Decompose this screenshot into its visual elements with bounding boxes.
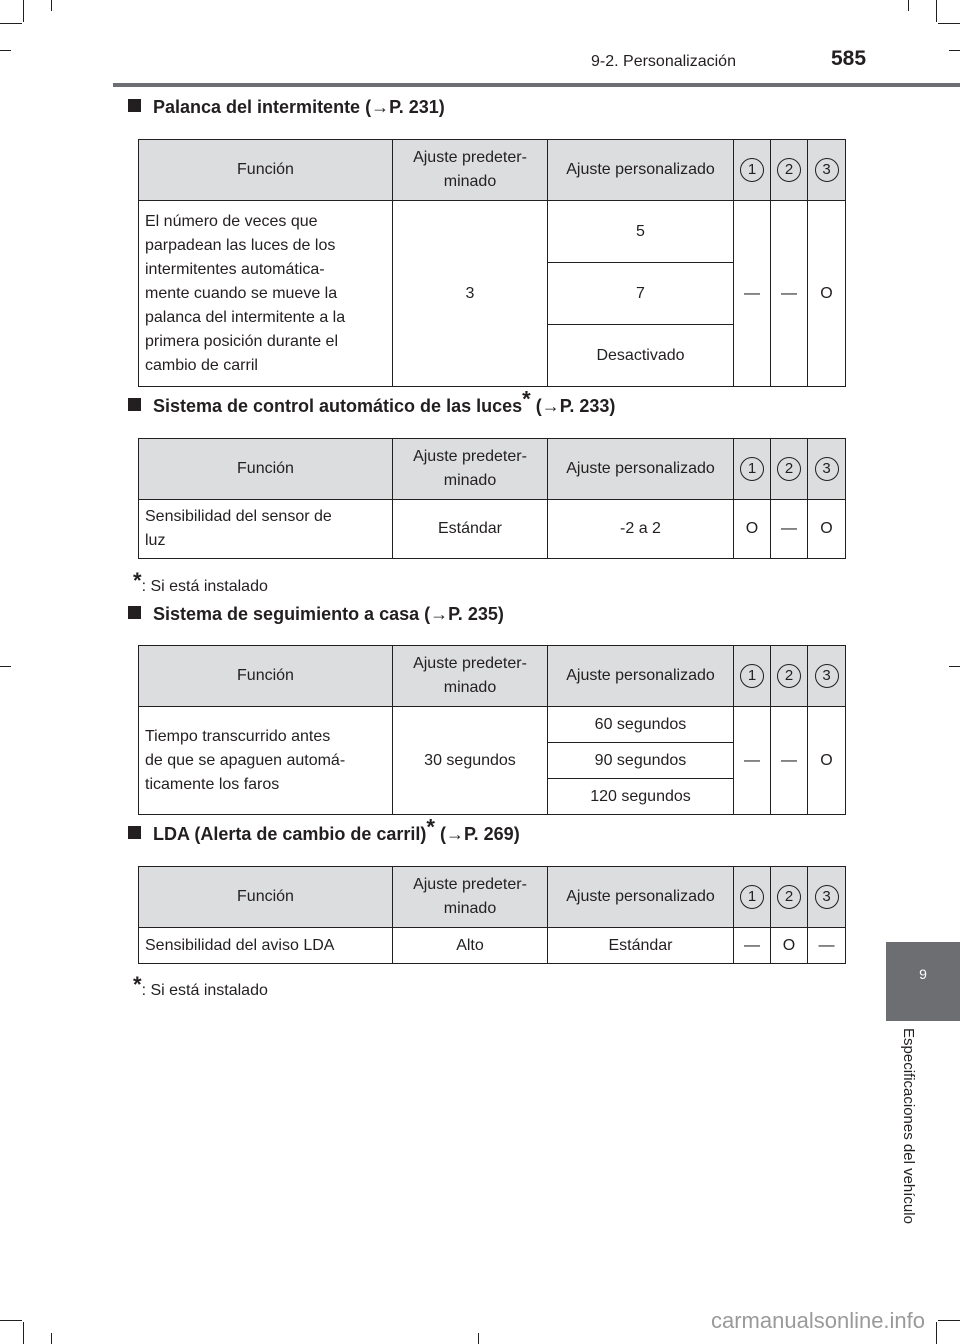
default-cell: Alto — [393, 928, 548, 964]
settings-table — [138, 438, 846, 559]
column-header-funcion: Función — [139, 867, 393, 928]
crop-mark — [938, 1320, 960, 1321]
col1-cell: — — [734, 201, 771, 387]
square-bullet-icon — [128, 826, 141, 839]
crop-mark — [0, 666, 11, 667]
circled-3-icon: 3 — [815, 457, 839, 481]
circled-2-icon: 2 — [777, 457, 801, 481]
column-header-3 — [808, 867, 846, 928]
table-header-row — [139, 646, 846, 707]
col1-cell: — — [734, 707, 771, 815]
asterisk-icon: * — [133, 568, 142, 593]
default-cell: 3 — [393, 201, 548, 387]
column-header-2 — [771, 140, 808, 201]
column-header-funcion: Función — [139, 140, 393, 201]
column-header-custom: Ajuste personalizado — [548, 439, 734, 500]
crop-mark — [0, 23, 22, 24]
circled-2-icon: 2 — [777, 885, 801, 909]
crop-mark — [23, 0, 24, 22]
footnote: *: Si está instalado — [133, 972, 268, 999]
custom-cell: Estándar — [548, 928, 734, 964]
crop-mark — [51, 1333, 52, 1344]
circled-2-icon: 2 — [777, 158, 801, 182]
circled-3-icon: 3 — [815, 885, 839, 909]
column-header-default: Ajuste predeter- minado — [393, 646, 548, 707]
settings-table — [138, 139, 846, 387]
table-row — [139, 201, 846, 263]
crop-mark — [936, 0, 937, 22]
header-rule — [113, 83, 960, 87]
custom-cell: 120 segundos — [548, 779, 734, 815]
crop-mark — [908, 0, 909, 11]
custom-cell: -2 a 2 — [548, 500, 734, 559]
watermark: carmanualsonline.info — [711, 1308, 926, 1333]
column-header-2 — [771, 439, 808, 500]
arrow-icon: → — [430, 604, 449, 624]
col2-cell: — — [771, 500, 808, 559]
custom-cell: 90 segundos — [548, 743, 734, 779]
table-row — [139, 707, 846, 743]
column-header-custom: Ajuste personalizado — [548, 646, 734, 707]
table-header-row — [139, 439, 846, 500]
default-cell: Estándar — [393, 500, 548, 559]
chapter-tab[interactable] — [886, 942, 960, 1021]
circled-1-icon: 1 — [740, 664, 764, 688]
col3-cell: O — [808, 201, 846, 387]
section-title: Sistema de seguimiento a casa (→P. 235) — [128, 604, 504, 625]
column-header-1 — [734, 140, 771, 201]
section-title: Sistema de control automático de las luces* (→P. 233) — [128, 396, 615, 417]
column-header-2 — [771, 867, 808, 928]
asterisk-icon: * — [133, 972, 142, 997]
function-cell: Sensibilidad del sensor de luz — [139, 500, 393, 559]
table-header-row — [139, 140, 846, 201]
col1-cell: O — [734, 500, 771, 559]
table-header-row — [139, 867, 846, 928]
section-title: LDA (Alerta de cambio de carril)* (→P. 269) — [128, 824, 520, 845]
section-title: Palanca del intermitente (→P. 231) — [128, 97, 445, 118]
table-row — [139, 928, 846, 964]
crop-mark — [938, 23, 960, 24]
square-bullet-icon — [128, 606, 141, 619]
column-header-1 — [734, 439, 771, 500]
column-header-2 — [771, 646, 808, 707]
column-header-funcion: Función — [139, 439, 393, 500]
arrow-icon: → — [445, 824, 464, 844]
square-bullet-icon — [128, 398, 141, 411]
custom-cell: 60 segundos — [548, 707, 734, 743]
crop-mark — [0, 1320, 22, 1321]
column-header-1 — [734, 867, 771, 928]
arrow-icon: → — [541, 396, 560, 416]
circled-1-icon: 1 — [740, 158, 764, 182]
custom-cell: 5 — [548, 201, 734, 263]
circled-3-icon: 3 — [815, 158, 839, 182]
crop-mark — [23, 1322, 24, 1344]
column-header-1 — [734, 646, 771, 707]
column-header-3 — [808, 140, 846, 201]
col2-cell: — — [771, 201, 808, 387]
column-header-default: Ajuste predeter- minado — [393, 140, 548, 201]
column-header-3 — [808, 646, 846, 707]
settings-table — [138, 645, 846, 815]
arrow-icon: → — [371, 97, 390, 117]
column-header-funcion: Función — [139, 646, 393, 707]
settings-table — [138, 866, 846, 964]
chapter-number: 9 — [919, 966, 927, 982]
col1-cell: — — [734, 928, 771, 964]
column-header-custom: Ajuste personalizado — [548, 140, 734, 201]
function-cell: Sensibilidad del aviso LDA — [139, 928, 393, 964]
col3-cell: O — [808, 500, 846, 559]
custom-cell: 7 — [548, 263, 734, 325]
page-number: 585 — [831, 47, 867, 70]
col3-cell: — — [808, 928, 846, 964]
col3-cell: O — [808, 707, 846, 815]
crop-mark — [936, 1322, 937, 1344]
col2-cell: — — [771, 707, 808, 815]
custom-cell: Desactivado — [548, 325, 734, 387]
function-cell: El número de veces que parpadean las luces de los intermitentes automática- mente cuando se mueve la palanca del intermitente a la primera posición durante el cambio de carril — [139, 201, 393, 387]
table-row — [139, 500, 846, 559]
crop-mark — [0, 50, 11, 51]
column-header-3 — [808, 439, 846, 500]
asterisk-icon: * — [522, 386, 531, 412]
circled-3-icon: 3 — [815, 664, 839, 688]
circled-1-icon: 1 — [740, 885, 764, 909]
default-cell: 30 segundos — [393, 707, 548, 815]
asterisk-icon: * — [426, 814, 435, 840]
crop-mark — [478, 1333, 479, 1344]
column-header-default: Ajuste predeter- minado — [393, 867, 548, 928]
crop-mark — [949, 50, 960, 51]
function-cell: Tiempo transcurrido antes de que se apaguen automá- ticamente los faros — [139, 707, 393, 815]
circled-2-icon: 2 — [777, 664, 801, 688]
crop-mark — [949, 666, 960, 667]
circled-1-icon: 1 — [740, 457, 764, 481]
square-bullet-icon — [128, 99, 141, 112]
section-header: 9-2. Personalización — [591, 53, 736, 70]
footnote: *: Si está instalado — [133, 568, 268, 595]
column-header-default: Ajuste predeter- minado — [393, 439, 548, 500]
crop-mark — [51, 0, 52, 11]
chapter-label: Especificaciones del vehículo — [900, 1028, 917, 1224]
column-header-custom: Ajuste personalizado — [548, 867, 734, 928]
col2-cell: O — [771, 928, 808, 964]
